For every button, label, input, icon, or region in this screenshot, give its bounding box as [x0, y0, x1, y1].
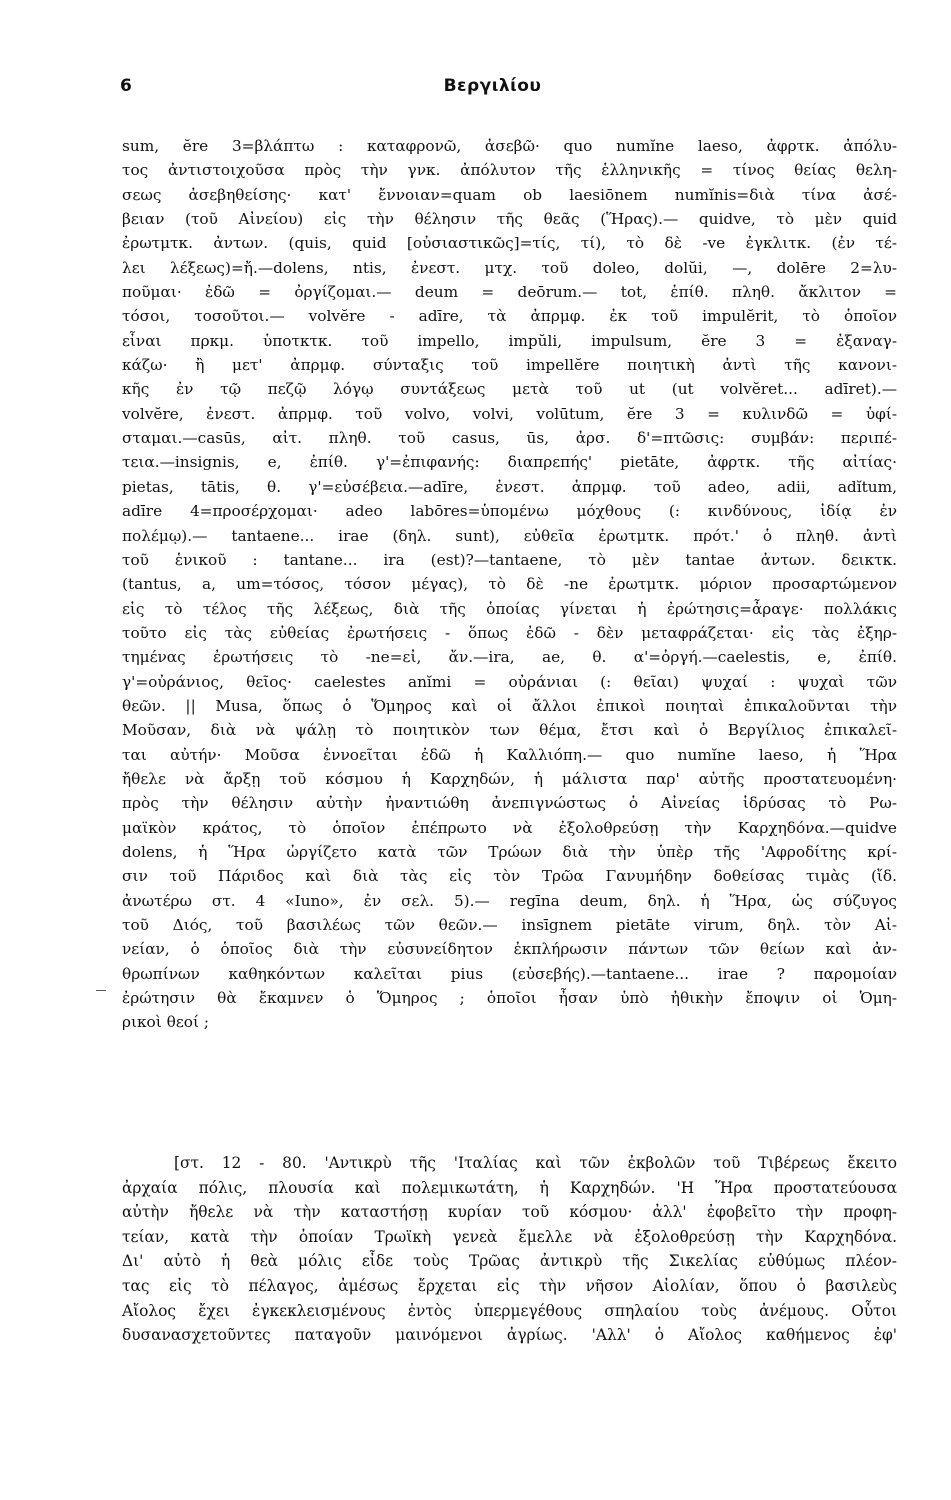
commentary-line: τοῦτο εἰς τὰς εὐθείας ἐρωτήσεις - ὅπως ἐδῶ - δὲν μεταφράζεται· εἰς τὰς ἐξηρ-: [122, 623, 897, 642]
section-line: Δι' αὐτὸ ἡ θεὰ μόλις εἶδε τοὺς Τρῶας ἀντικρὺ τῆς Σικελίας εὐθύμως πλέον-: [122, 1252, 897, 1271]
section-line: τας εἰς τὸ πέλαγος, ἀμέσως ἔρχεται εἰς τὴν νῆσον Αἰολίαν, ὅπου ὁ βασιλεὺς: [122, 1276, 897, 1295]
section-line: τείαν, κατὰ τὴν ὁποίαν Τρωϊκὴ γενεὰ ἔμελλε νὰ ἐξολοθρεύσῃ τὴν Καρχηδόνα.: [122, 1227, 897, 1246]
commentary-line: ἐρώτησιν θὰ ἔκαμνεν ὁ Ὅμηρος ; ὁποῖοι ἦσαν ὑπὸ ἠθικὴν ἔποψιν οἱ Ὁμη-: [122, 989, 897, 1008]
commentary-line: θεῶν. || Musa, ὅπως ὁ Ὅμηρος καὶ οἱ ἄλλοι ἐπικοὶ ποιηταὶ ἐπικαλοῦνται τὴν: [122, 696, 897, 715]
commentary-line: volvĕre, ἐνεστ. ἀπρμφ. τοῦ volvo, volvi, volūtum, ĕre 3 = κυλινδῶ = ὑφί-: [122, 404, 897, 423]
commentary-line: τοῦ Διός, τοῦ βασιλέως τῶν θεῶν.— insīgnem pietāte virum, δηλ. τὸν Αἰ-: [122, 916, 897, 934]
commentary-line: ἤθελε νὰ ἄρξῃ τοῦ κόσμου ἡ Καρχηδών, ἡ μάλιστα παρ' αὐτῆς προστατευομένη·: [122, 769, 897, 788]
commentary-line: sum, ĕre 3=βλάπτω : καταφρονῶ, ἀσεβῶ· quo numĭne laeso, ἀφρτκ. ἀπόλυ-: [122, 137, 897, 155]
commentary-line: εἰς τὸ τέλος τῆς λέξεως, διὰ τῆς ὁποίας γίνεται ἡ ἐρώτησις=ἆραγε· πολλάκις: [122, 599, 897, 618]
section-line: [στ. 12 - 80. 'Αντικρὺ τῆς 'Ιταλίας καὶ τῶν ἐκβολῶν τοῦ Τιβέρεως ἔκειτο: [174, 1154, 897, 1172]
section-line: Αἴολος ἔχει ἐγκεκλεισμένους ἐντὸς ὑπερμεγέθους σπηλαίου τοὺς ἀνέμους. Οὗτοι: [122, 1301, 897, 1320]
section-summary-block: [122, 1151, 897, 1348]
running-title: Βεργιλίου: [443, 76, 542, 96]
commentary-line: dolens, ἡ Ἥρα ὠργίζετο κατὰ τῶν Τρώων διὰ τὴν ὑπὲρ τῆς 'Αφροδίτης κρί-: [122, 842, 897, 861]
commentary-line: ποῦμαι· ἐδῶ = ὀργίζομαι.— deum = deōrum.— tot, ἐπίθ. πληθ. ἄκλιτον =: [122, 283, 897, 302]
commentary-line: εἶναι πρκμ. ὑποτκτκ. τοῦ impello, impŭli, impulsum, ĕre 3 = ἐξαναγ-: [122, 331, 897, 350]
commentary-line: μαϊκὸν κράτος, τὸ ὁποῖον ἐπέπρωτο νὰ ἐξολοθρεύσῃ τὴν Καρχηδόνα.—quidve: [122, 818, 897, 837]
commentary-line: πολέμῳ).— tantaene... irae (δηλ. sunt), εὐθεῖα ἐρωτμτκ. πρότ.' ὁ πληθ. ἀντὶ: [122, 526, 897, 545]
commentary-line: σιν τοῦ Πάριδος καὶ διὰ τὰς εἰς τὸν Τρῶα Γανυμήδην δοθείσας τιμὰς (ἴδ.: [122, 867, 897, 886]
commentary-line: ται αὐτήν· Μοῦσα ἐννοεῖται ἐδῶ ἡ Καλλιόπη.— quo numĭne laeso, ἡ Ἥρα: [122, 745, 897, 764]
commentary-line: ρικοὶ θεοί ;: [122, 1013, 209, 1032]
commentary-line: θρωπίνων καθηκόντων καλεῖται pius (εὐσεβής).—tantaene... irae ? παρομοίαν: [122, 964, 897, 983]
commentary-line: (tantus, a, um=τόσος, τόσον μέγας), τὸ δὲ -ne ἐρωτμτκ. μόριον προσαρτώμενον: [122, 575, 897, 594]
commentary-line: τημένας ἐρωτήσεις τὸ -ne=εἰ, ἄν.—ira, ae, θ. α'=ὀργή.—caelestis, e, ἐπίθ.: [122, 648, 897, 667]
section-line: ἀρχαία πόλις, πλουσία καὶ πολεμικωτάτη, ἡ Καρχηδών. 'Η Ἥρα προστατεύουσα: [122, 1178, 897, 1197]
commentary-line: pietas, tātis, θ. γ'=εὐσέβεια.—adīre, ἐνεστ. ἀπρμφ. τοῦ adeo, adii, adĭtum,: [122, 477, 897, 496]
commentary-line: ἀνωτέρω στ. 4 «Iuno», ἐν σελ. 5).— regīna deum, δηλ. ἡ Ἥρα, ὡς σύζυγος: [122, 891, 897, 910]
commentary-line: τόσοι, τοσοῦτοι.— volvĕre - adīre, τὰ ἀπρμφ. ἐκ τοῦ impulĕrit, τὸ ὁποῖον: [122, 307, 897, 326]
commentary-line: λει λέξεως)=ἤ.—dolens, ntis, ἐνεστ. μτχ. τοῦ doleo, dolŭi, —, dolēre 2=λυ-: [122, 258, 897, 277]
page-header: [120, 76, 865, 106]
commentary-line: τοῦ ἑνικοῦ : tantane... ira (est)?—tantaene, τὸ μὲν tantae ἀντων. δεικτκ.: [122, 550, 897, 569]
commentary-line: πρὸς τὴν θέλησιν αὐτὴν ἠναντιώθη ἀνεπιγνώστως ὁ Αἰνείας ἱδρύσας τὸ Ρω-: [122, 794, 897, 813]
section-line: δυσανασχετοῦντες παταγοῦν μαινόμενοι ἀγρίως. 'Αλλ' ὁ Αἴολος καθήμενος ἐφ': [122, 1326, 897, 1345]
commentary-line: σεως ἀσεβηθείσης· κατ' ἔννοιαν=quam ob laesiōnem numĭnis=διὰ τίνα ἀσέ-: [122, 185, 897, 204]
commentary-line: τεια.—insignis, e, ἐπίθ. γ'=ἐπιφανής: διαπρεπής' pietāte, ἀφρτκ. τῆς αἰτίας·: [122, 453, 897, 472]
commentary-line: adīre 4=προσέρχομαι· adeo labōres=ὑπομένω μόχθους (: κινδύνους, ἰδίᾳ ἐν: [122, 502, 897, 521]
page-number: 6: [120, 76, 132, 96]
margin-mark: [96, 990, 106, 991]
commentary-line: Μοῦσαν, διὰ νὰ ψάλῃ τὸ ποιητικὸν των θέμα, ἔτσι καὶ ὁ Βεργίλιος ἐπικαλεῖ-: [122, 721, 897, 740]
commentary-line: ἐρωτμτκ. ἀντων. (quis, quid [οὐσιαστικῶς]=τίς, τί), τὸ δὲ -ve ἐγκλιτκ. (ἐν τέ-: [122, 234, 897, 253]
commentary-block: [122, 134, 897, 1035]
commentary-line: τος ἀντιστοιχοῦσα πρὸς τὴν γνκ. ἀπόλυτον τῆς ἑλληνικῆς = τίνος θείας θελη-: [122, 161, 897, 180]
section-line: αὐτὴν ἤθελε νὰ τὴν καταστήσῃ κυρίαν τοῦ κόσμου· ἀλλ' ἐφοβεῖτο τὴν προφη-: [122, 1203, 897, 1222]
commentary-line: κῆς ἐν τῷ πεζῷ λόγῳ συντάξεως μετὰ τοῦ ut (ut volvĕret... adīret).—: [122, 380, 897, 399]
commentary-line: νείαν, ὁ ὁποῖος διὰ τὴν εὐσυνείδητον ἐκπλήρωσιν πάντων τῶν θείων καὶ ἀν-: [122, 940, 897, 959]
commentary-line: βειαν (τοῦ Αἰνείου) εἰς τὴν θέλησιν τῆς θεᾶς (Ἥρας).— quidve, τὸ μὲν quid: [122, 210, 897, 229]
commentary-line: γ'=οὐράνιος, θεῖος· caelestes anĭmi = οὐράνιαι (: θεῖαι) ψυχαί : ψυχαὶ τῶν: [122, 672, 897, 691]
commentary-line: σταμαι.—casūs, αἰτ. πληθ. τοῦ casus, ūs, ἀρσ. δ'=πτῶσις: συμβάν: περιπέ-: [122, 429, 897, 448]
commentary-line: κάζω· ἢ μετ' ἀπρμφ. σύνταξις τοῦ impellĕre ποιητικὴ ἀντὶ τῆς κανονι-: [122, 356, 897, 375]
